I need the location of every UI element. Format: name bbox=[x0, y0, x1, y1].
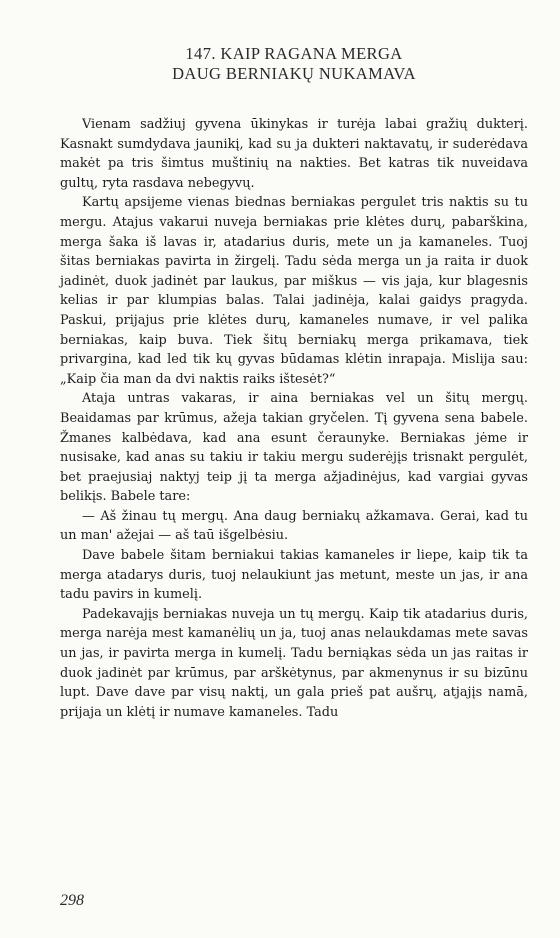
paragraph: Padekavajįs berniakas nuveja un tų mergų. Kaip tik atadarius duris, merga narėja mest kamanėlių un ja, tuoj anas nelaukdamas mete savas un jas, ir pavirta merga in kumelį. Tadu berniąkas sėda un jas raitas ir duok jadinėt par krūmus, par arškėtynus, par akmenynus ir su bizūnu lupt. Dave dave par visų naktį, un gala prieš pat aušrų, atjajįs namā, prijaja un klėtį ir numave kamaneles. Tadu bbox=[60, 606, 528, 720]
book-page bbox=[60, 44, 528, 924]
story-title-line-2: DAUG BERNIAKŲ NUKAMAVA bbox=[172, 64, 416, 83]
story-title bbox=[60, 44, 528, 84]
paragraph: Kartų apsijeme vienas biednas berniakas pergulet tris naktis su tu mergu. Atajus vakarui nuveja berniakas prie klėtes durų, pabarškina, merga šaka iš lavas ir, atadarius duris, mete un ja kamaneles. Tuoj šitas berniakas pavirta in žirgelį. Tadu sėda merga un ja raita ir duok jadinėt, duok jadinėt par laukus, par miškus — vis jaja, kur blagesnis kelias ir par klumpias balas. Talai jadinėja, kalai gaidys pragyda. Paskui, prijajus prie klėtes durų, kamaneles numave, ir vel palika berniakas, kaip buva. Tiek šitų berniakų merga prikamava, tiek privargina, kad led tik kų gyvas būdamas klėtin inrapaja. Mislija sau: „Kaip čia man da dvi naktis raiks ištesėt?“ bbox=[60, 195, 528, 387]
page-number: 298 bbox=[60, 892, 84, 909]
paragraph: — Aš žinau tų mergų. Ana daug berniakų ažkamava. Gerai, kad tu un man' ažejai — aš taū išgelbėsiu. bbox=[60, 508, 528, 544]
paragraph: Ataja untras vakaras, ir aina berniakas vel un šitų mergų. Beaidamas par krūmus, ažeja takian gryčelen. Tį gyvena sena babele. Žmanes kalbėdava, kad ana esunt čeraunyke. Berniakas jėme ir nusisake, kad anas su takiu ir takiu mergu suderėjįs trisnakt pergulėt, bet praejusiaj naktyj teip jį ta merga ažjadinėjus, kad vargiai gyvas belikįs. Babele tare: bbox=[60, 391, 528, 505]
story-title-line-1: 147. KAIP RAGANA MERGA bbox=[185, 44, 403, 63]
story-body bbox=[60, 115, 528, 722]
paragraph: Vienam sadžiuj gyvena ūkinykas ir turėja labai gražių dukterį. Kasnakt sumdydava jaunikį, kad su ja dukteri naktavatų, ir suderėdava makėt pa tris šimtus muštinių na nakties. Bet katras tik nuveidava gultų, ryta rasdava nebegyvų. bbox=[60, 117, 528, 191]
paragraph: Dave babele šitam berniakui takias kamaneles ir liepe, kaip tik ta merga atadarys duris, tuoj nelaukiunt jas metunt, meste un jas, ir ana tadu pavirs in kumelį. bbox=[60, 548, 528, 603]
